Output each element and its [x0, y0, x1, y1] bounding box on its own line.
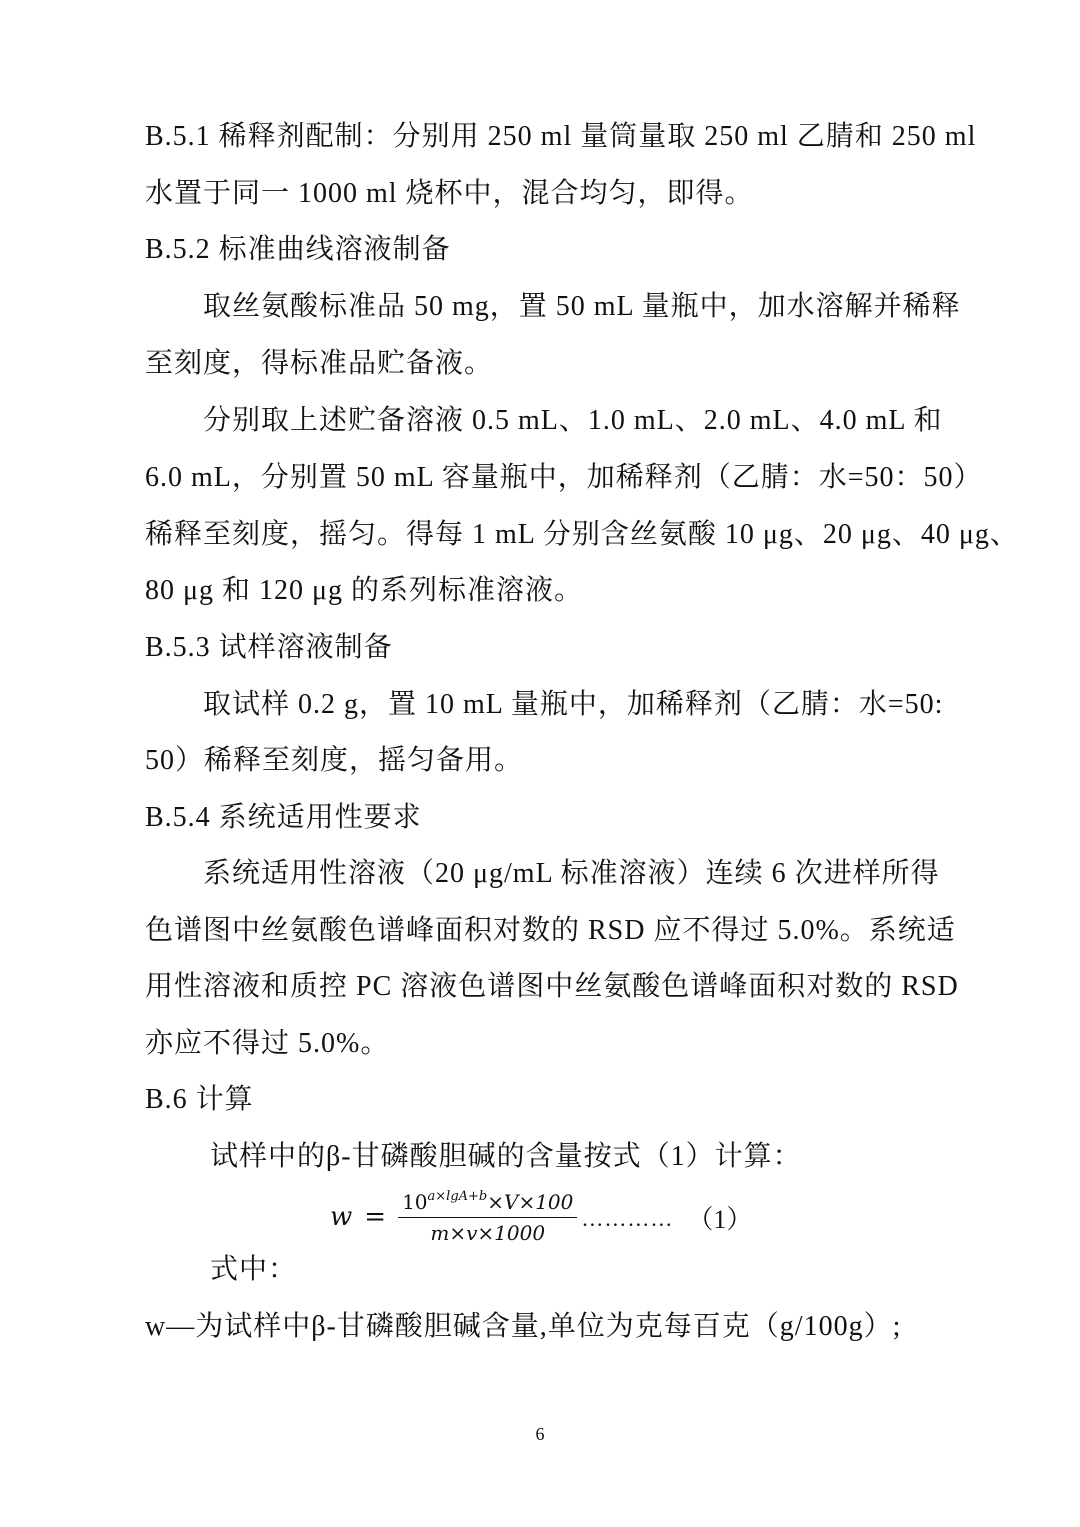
- paragraph-line: 取试样 0.2 g，置 10 mL 量瓶中，加稀释剂（乙腈：水=50:: [203, 689, 944, 720]
- paragraph-line: 80 μg 和 120 μg 的系列标准溶液。: [145, 575, 584, 606]
- where-label: 式中：: [210, 1254, 298, 1285]
- numerator-exponent: a×lgA+b: [427, 1189, 488, 1204]
- paragraph-line: 至刻度，得标准品贮备液。: [145, 348, 494, 379]
- formula-intro: 试样中的β-甘磷酸胆碱的含量按式（1）计算：: [210, 1141, 802, 1172]
- section-b-6-heading: B.6 计算: [145, 1084, 254, 1115]
- formula-numerator: [398, 1189, 577, 1218]
- paragraph-line: 色谱图中丝氨酸色谱峰面积对数的 RSD 应不得过 5.0%。系统适: [145, 915, 956, 946]
- section-b-5-1-line: B.5.1 稀释剂配制：分别用 250 ml 量筒量取 250 ml 乙腈和 250 ml: [145, 121, 977, 152]
- paragraph-line: 用性溶液和质控 PC 溶液色谱图中丝氨酸色谱峰面积对数的 RSD: [145, 971, 959, 1002]
- formula-lhs: w: [330, 1202, 353, 1232]
- paragraph-line: 稀释至刻度，摇匀。得每 1 mL 分别含丝氨酸 10 μg、20 μg、40 μg、: [145, 519, 1019, 550]
- formula-fraction: [398, 1189, 577, 1245]
- paragraph-line: 亦应不得过 5.0%。: [145, 1028, 390, 1059]
- formula-leader-dots: …………: [581, 1206, 674, 1231]
- numerator-base: 10: [402, 1190, 428, 1214]
- paragraph-line: 分别取上述贮备溶液 0.5 mL、1.0 mL、2.0 mL、4.0 mL 和: [203, 405, 943, 436]
- paragraph-line: 水置于同一 1000 ml 烧杯中，混合均匀，即得。: [145, 178, 754, 209]
- paragraph-line: 取丝氨酸标准品 50 mg，置 50 mL 量瓶中，加水溶解并稀释: [203, 291, 961, 322]
- paragraph-line: 系统适用性溶液（20 μg/mL 标准溶液）连续 6 次进样所得: [203, 858, 940, 889]
- paragraph-line: 50）稀释至刻度，摇匀备用。: [145, 745, 524, 776]
- denominator-text: m×v×1000: [430, 1221, 546, 1245]
- section-b-5-4-heading: B.5.4 系统适用性要求: [145, 802, 422, 833]
- section-b-5-3-heading: B.5.3 试样溶液制备: [145, 632, 393, 663]
- equation-number: （1）: [687, 1204, 753, 1234]
- variable-definition-w: w—为试样中β-甘磷酸胆碱含量,单位为克每百克（g/100g）;: [145, 1311, 902, 1342]
- formula-1: [330, 1186, 752, 1248]
- numerator-rest: ×V×100: [487, 1190, 574, 1214]
- formula-denominator: [430, 1218, 545, 1245]
- paragraph-line: 6.0 mL，分别置 50 mL 容量瓶中，加稀释剂（乙腈：水=50：50）: [145, 462, 983, 493]
- formula-equals: =: [364, 1202, 387, 1232]
- page-number: 6: [535, 1424, 545, 1444]
- section-b-5-2-heading: B.5.2 标准曲线溶液制备: [145, 234, 451, 265]
